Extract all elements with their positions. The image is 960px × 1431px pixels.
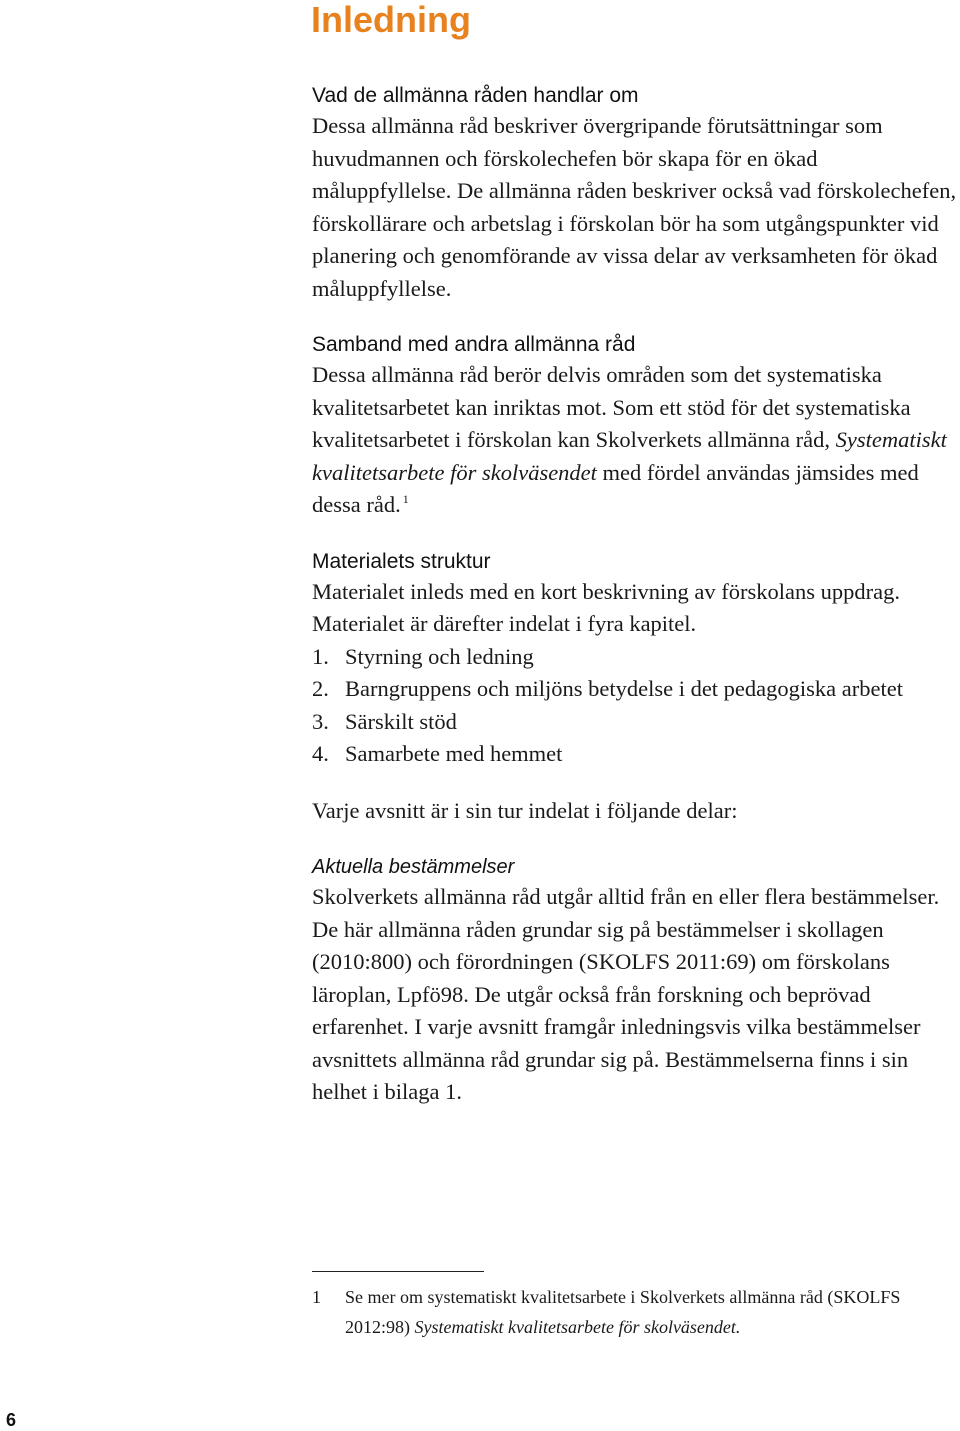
list-label: Barngruppens och miljöns betydelse i det pedagogiska arbetet <box>345 676 903 701</box>
list-label: Styrning och ledning <box>345 643 534 669</box>
footnote <box>312 1282 932 1342</box>
list-number: 3. <box>312 708 329 734</box>
body-text: med fördel användas jämsides med dessa råd. <box>312 459 919 517</box>
section-structure <box>312 548 960 828</box>
list-number: 4. <box>312 741 329 766</box>
section-body-about: Dessa allmänna råd beskriver övergripande förutsättningar som huvudmannen och förskolechefen bör skapa för en ökad måluppfyllelse. De allmänna råden beskriver också vad förskolechefen, förskollärare och arbetslag i förskolan bör ha som utgångspunkter vid planering och genomförande av vissa delar av verksamheten för ökad måluppfyllelse. <box>312 113 957 301</box>
footnote-text <box>345 1282 905 1342</box>
footnote-publication-title: Systematiskt kvalitetsarbete för skolväsendet. <box>414 1317 741 1337</box>
list-item <box>312 673 960 706</box>
section-about <box>312 82 960 305</box>
section-heading-structure: Materialets struktur <box>312 549 491 573</box>
section-heading-about: Vad de allmänna råden handlar om <box>312 84 639 107</box>
list-item <box>312 641 960 674</box>
publication-title: Systematiskt kvalitetsarbete för skolväsendet <box>312 427 947 485</box>
list-number: 2. <box>312 676 329 701</box>
list-item <box>312 706 960 739</box>
list-number: 1. <box>312 643 329 669</box>
section-body-regulations: Skolverkets allmänna råd utgår alltid från en eller flera bestämmelser. De här allmänna råden grundar sig på bestämmelser i skollagen (2010:800) och förordningen (SKOLFS 2011:69) om förskolans läroplan, Lpfö98. De utgår också från forskning och beprövad erfarenhet. I varje avsnitt framgår inledningsvis vilka bestämmelser avsnittets allmänna råd grundar sig på. Bestämmelserna finns i sin helhet i bilaga 1. <box>312 884 940 1104</box>
footnote-number: 1 <box>312 1287 321 1307</box>
footnote-reference[interactable]: 1 <box>402 492 409 506</box>
page-number: 6 <box>5 1410 16 1430</box>
main-content <box>312 82 960 1109</box>
section-intro-structure: Materialet inleds med en kort beskrivning av förskolans uppdrag. Materialet är därefter indelat i fyra kapitel. <box>312 578 900 636</box>
section-heading-relation: Samband med andra allmänna råd <box>312 333 636 356</box>
list-item <box>312 738 960 771</box>
section-body-relation <box>312 359 960 522</box>
parts-intro: Varje avsnitt är i sin tur indelat i följande delar: <box>312 797 738 823</box>
section-relation <box>312 331 960 522</box>
section-regulations <box>312 853 960 1109</box>
body-text: Dessa allmänna råd berör delvis områden som det systematiska kvalitetsarbetet kan inriktas mot. Som ett stöd för det systematiska kvalitetsarbetet i förskolan kan Skolverkets allmänna råd, <box>312 362 911 452</box>
page-title: Inledning <box>311 0 471 40</box>
footnote-body: Se mer om systematiskt kvalitetsarbete i Skolverkets allmänna råd (SKOLFS 2012:98) <box>345 1287 901 1337</box>
chapter-list <box>312 641 960 771</box>
list-label: Samarbete med hemmet <box>345 741 563 766</box>
section-heading-regulations: Aktuella bestämmelser <box>312 856 515 878</box>
footnote-divider <box>312 1271 484 1272</box>
list-label: Särskilt stöd <box>345 708 457 734</box>
